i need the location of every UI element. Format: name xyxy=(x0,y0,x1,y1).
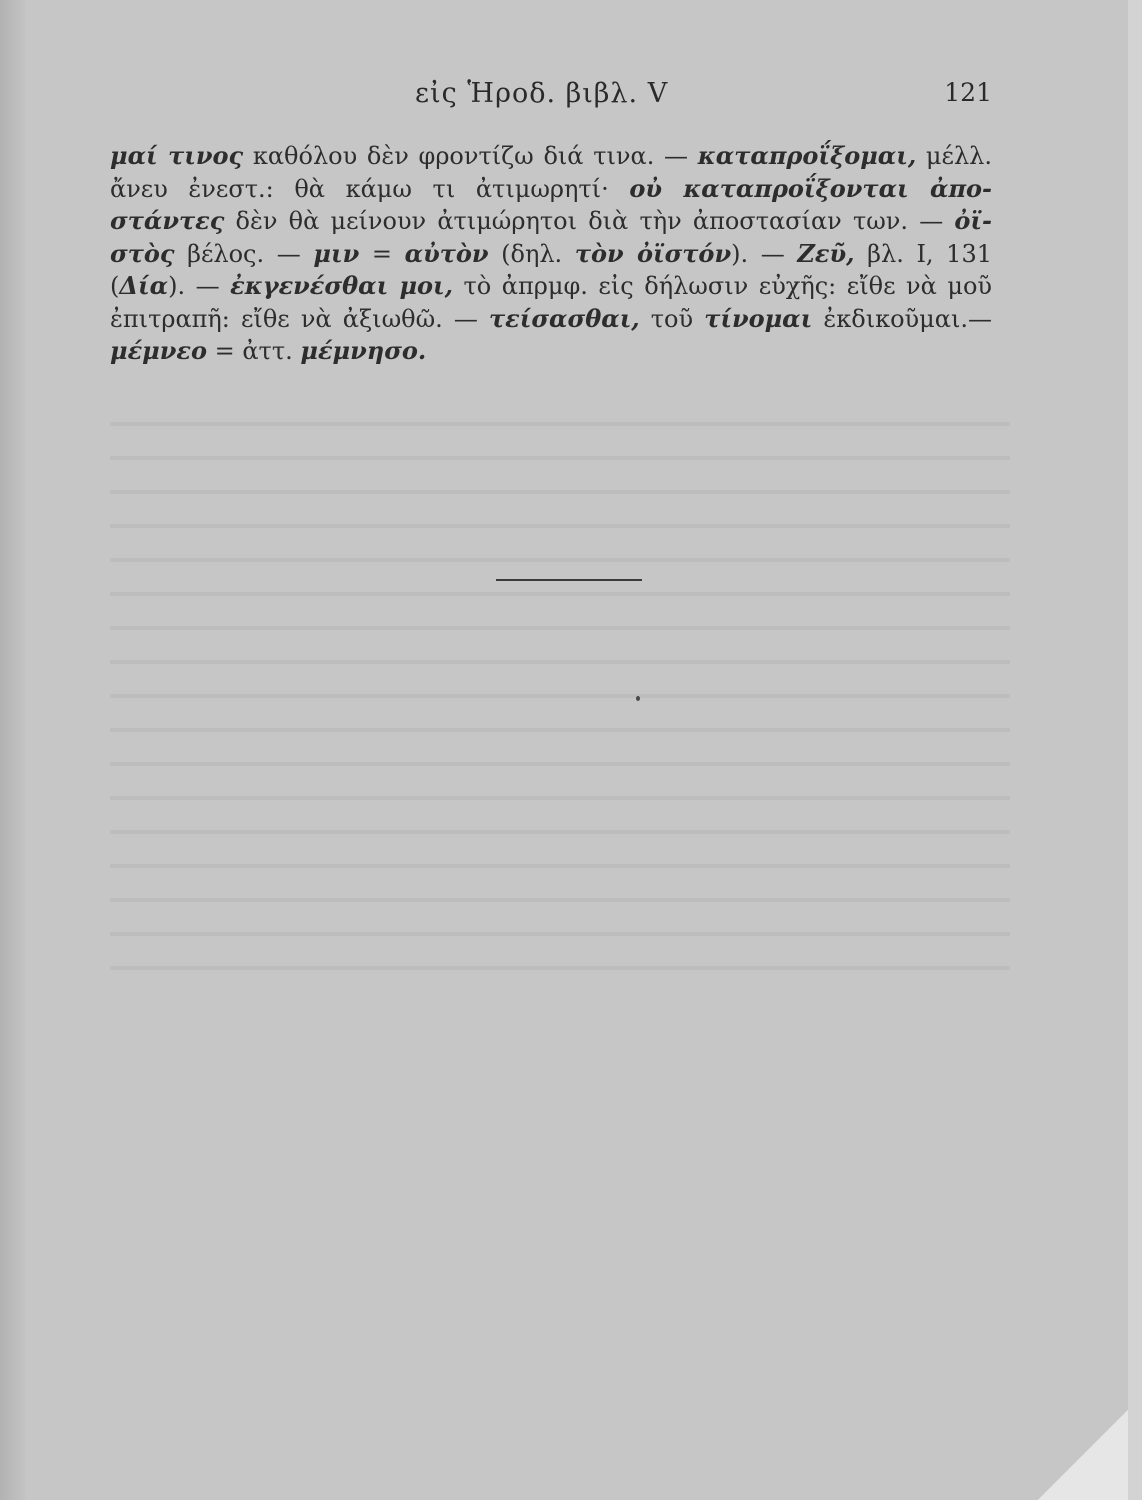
gloss-text: ). — xyxy=(731,239,798,268)
text-line xyxy=(110,303,992,336)
gloss-text: μέλλ. xyxy=(916,142,992,170)
lemma-term: αὐτὸν xyxy=(404,238,489,268)
gloss-text: τὸ ἀπρμφ. εἰς δήλωσιν εὐχῆς: εἴθε νὰ μοῦ xyxy=(452,272,993,300)
text-line xyxy=(110,335,992,368)
lemma-term: μέμνεο xyxy=(110,336,207,365)
gloss-text: ἐκδικοῦμαι.— xyxy=(812,304,992,333)
gloss-text: ( xyxy=(110,272,120,300)
text-line xyxy=(110,173,992,206)
text-line xyxy=(110,238,992,271)
show-through-texture xyxy=(110,400,1010,1000)
gloss-text: ἐπιτραπῆ: εἴθε νὰ ἀξιωθῶ. — xyxy=(110,304,489,333)
lemma-term: τείσασθαι, xyxy=(489,303,640,333)
lemma-term: Ζεῦ, xyxy=(797,238,855,268)
lemma-term: καταπροΐξομαι, xyxy=(697,141,917,170)
lemma-term: τίνομαι xyxy=(704,303,813,333)
page-header xyxy=(110,78,992,118)
lemma-term: μιν xyxy=(313,238,360,268)
gloss-text: ἄνευ ἐνεστ.: θὰ κάμω τι ἀτιμωρητί· xyxy=(110,174,630,203)
page-gutter-shadow xyxy=(0,0,26,1500)
ink-speck xyxy=(636,696,640,701)
lemma-term: οὐ καταπροΐξονται ἀπο- xyxy=(629,173,992,203)
lemma-term: ἐκγενέσθαι μοι, xyxy=(230,271,453,300)
lemma-term: ὀϊ- xyxy=(954,206,992,235)
text-line xyxy=(110,140,992,173)
lemma-term: μαί τινος xyxy=(110,141,244,170)
gloss-text: τοῦ xyxy=(639,304,705,333)
gloss-text: δὲν θὰ μείνουν ἀτιμώρητοι διὰ τὴν ἀποστασίαν των. — xyxy=(224,207,955,235)
section-divider-rule xyxy=(496,579,642,581)
lemma-term: τὸν ὀϊστόν xyxy=(574,238,732,268)
lemma-term: Δία xyxy=(119,271,169,300)
gloss-text: βλ. I, 131 xyxy=(854,239,992,268)
commentary-text xyxy=(110,140,992,368)
gloss-text: = xyxy=(359,239,405,268)
gloss-text: καθόλου δὲν φροντίζω διά τινα. — xyxy=(243,142,698,170)
gloss-text: = ἀττ. xyxy=(206,337,301,365)
text-line xyxy=(110,205,992,238)
lemma-term: στὸς xyxy=(110,238,175,268)
lemma-term: μέμνησο. xyxy=(300,336,427,365)
gloss-text: βέλος. — xyxy=(174,239,314,268)
page-corner-fold xyxy=(1038,1410,1128,1500)
gloss-text: (δηλ. xyxy=(488,239,575,268)
running-head: εἰς Ἡροδ. βιβλ. V xyxy=(415,78,669,109)
lemma-term: στάντες xyxy=(110,206,225,235)
text-line xyxy=(110,270,992,303)
page-number: 121 xyxy=(944,78,992,107)
gloss-text: ). — xyxy=(168,272,231,300)
